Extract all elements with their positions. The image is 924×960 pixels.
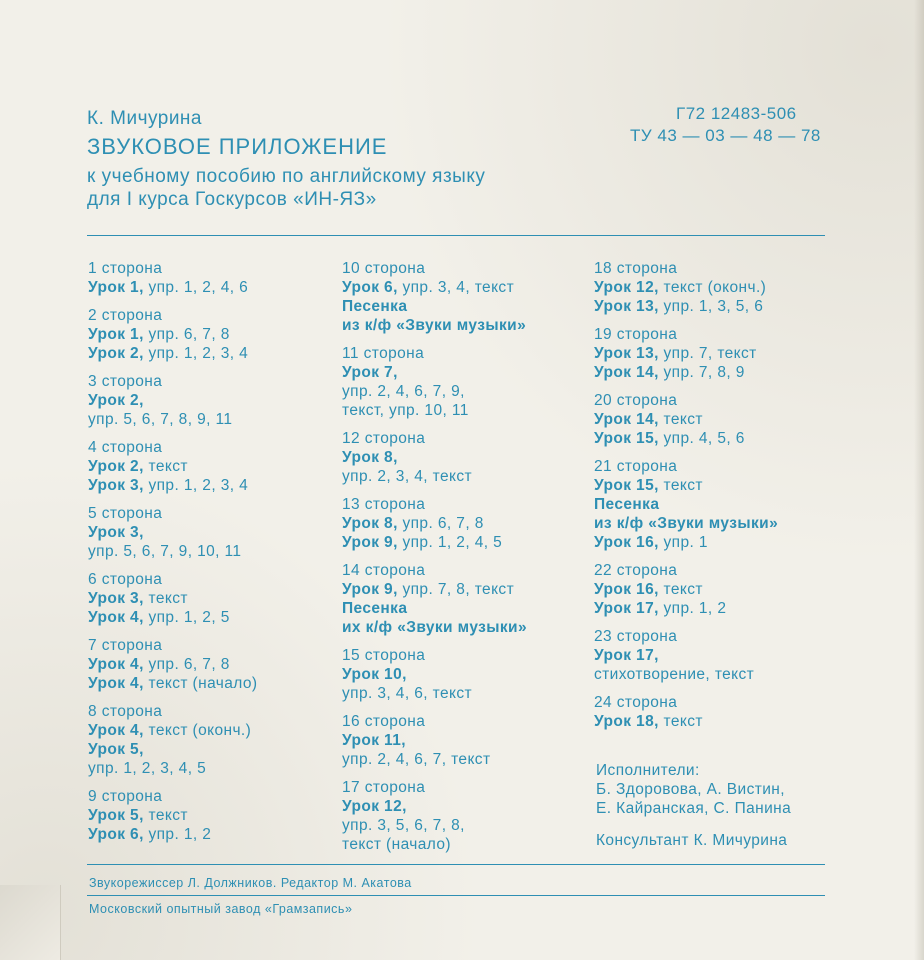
side-content-line: [342, 599, 612, 618]
author-name: К. Мичурина: [87, 108, 202, 129]
lesson-label: Урок 2,: [88, 458, 144, 475]
exercise-text: упр. 5, 6, 7, 8, 9, 11: [88, 411, 233, 428]
side-entry: [594, 627, 864, 684]
lesson-label: Урок 3,: [88, 477, 144, 494]
side-entry: [88, 787, 358, 844]
lesson-label: Урок 18,: [594, 713, 659, 730]
side-content-line: [594, 429, 864, 448]
side-entry: [88, 438, 358, 495]
side-entry: [594, 693, 864, 731]
exercise-text: упр. 1, 2, 4, 6: [143, 279, 249, 296]
sides-column-1: [88, 259, 358, 853]
side-title: 2 сторона: [88, 307, 163, 324]
side-title: 1 сторона: [88, 260, 163, 277]
lesson-label: Урок 6,: [88, 826, 144, 843]
side-content-line: [342, 816, 612, 835]
exercise-text: текст, упр. 10, 11: [342, 402, 469, 419]
side-entry: [342, 778, 612, 854]
exercise-text: упр. 1, 2: [143, 826, 212, 843]
side-content-line: [88, 523, 358, 542]
exercise-text: упр. 3, 5, 6, 7, 8,: [342, 817, 465, 834]
side-content-line: [342, 297, 612, 316]
lesson-label: Урок 8,: [342, 449, 398, 466]
side-entry: [594, 325, 864, 382]
side-content-line: [342, 278, 612, 297]
side-content-line: [594, 665, 864, 684]
side-entry: [342, 712, 612, 769]
side-content-line: [594, 599, 864, 618]
exercise-text: упр. 3, 4, текст: [397, 279, 515, 296]
side-title: 23 сторона: [594, 628, 678, 645]
side-content-line: [594, 533, 864, 552]
side-content-line: [88, 740, 358, 759]
side-content-line: [594, 278, 864, 297]
exercise-text: стихотворение, текст: [594, 666, 755, 683]
side-title: 13 сторона: [342, 496, 426, 513]
lesson-label: Урок 10,: [342, 666, 407, 683]
lesson-label: Урок 15,: [594, 477, 659, 494]
exercise-text: упр. 5, 6, 7, 9, 10, 11: [88, 543, 242, 560]
side-entry: [342, 646, 612, 703]
side-title: 22 сторона: [594, 562, 678, 579]
side-entry: [342, 344, 612, 420]
side-content-line: [594, 646, 864, 665]
side-entry: [88, 636, 358, 693]
lesson-label: Урок 5,: [88, 807, 144, 824]
exercise-text: текст (начало): [143, 675, 258, 692]
exercise-text: текст: [658, 713, 703, 730]
side-entry: [594, 457, 864, 552]
side-content-line: [594, 363, 864, 382]
performers-block: [596, 761, 791, 818]
exercise-text: упр. 6, 7, 8: [143, 326, 230, 343]
side-content-line: [342, 382, 612, 401]
side-content-line: [88, 608, 358, 627]
lesson-label: Урок 14,: [594, 411, 659, 428]
exercise-text: упр. 1, 2, 3, 4, 5: [88, 760, 207, 777]
lesson-label: Урок 16,: [594, 581, 659, 598]
performers-label: Исполнители:: [596, 762, 700, 779]
side-entry: [594, 391, 864, 448]
side-content-line: [88, 806, 358, 825]
paper-edge-shadow: [914, 0, 924, 960]
side-content-line: [594, 580, 864, 599]
lesson-label: Урок 4,: [88, 675, 144, 692]
side-entry: [88, 702, 358, 778]
exercise-text: упр. 1, 2: [658, 600, 727, 617]
side-content-line: [88, 344, 358, 363]
side-content-line: [342, 580, 612, 599]
lesson-label: Песенка: [342, 600, 408, 617]
side-title: 16 сторона: [342, 713, 426, 730]
exercise-text: упр. 1: [658, 534, 708, 551]
lesson-label: Урок 3,: [88, 524, 144, 541]
lesson-label: Урок 17,: [594, 647, 659, 664]
side-title: 18 сторона: [594, 260, 678, 277]
side-title: 5 сторона: [88, 505, 163, 522]
side-content-line: [594, 514, 864, 533]
side-content-line: [594, 495, 864, 514]
lesson-label: их к/ф «Звуки музыки»: [342, 619, 527, 636]
tech-spec-code: ТУ 43 — 03 — 48 — 78: [630, 126, 821, 145]
side-content-line: [88, 391, 358, 410]
side-entry: [88, 306, 358, 363]
catalog-code: Г72 12483-506: [676, 104, 797, 123]
side-content-line: [594, 410, 864, 429]
exercise-text: упр. 4, 5, 6: [658, 430, 745, 447]
side-title: 4 сторона: [88, 439, 163, 456]
exercise-text: текст: [658, 477, 703, 494]
side-entry: [342, 495, 612, 552]
performers-line-1: Б. Здоровова, А. Вистин,: [596, 781, 785, 798]
side-title: 19 сторона: [594, 326, 678, 343]
side-title: 24 сторона: [594, 694, 678, 711]
side-title: 7 сторона: [88, 637, 163, 654]
side-title: 8 сторона: [88, 703, 163, 720]
exercise-text: текст: [658, 581, 703, 598]
production-credits: Звукорежиссер Л. Должников. Редактор М. Акатова: [89, 876, 412, 890]
sides-column-3: [594, 259, 864, 740]
side-content-line: [88, 655, 358, 674]
side-title: 17 сторона: [342, 779, 426, 796]
exercise-text: упр. 3, 4, 6, текст: [342, 685, 473, 702]
exercise-text: текст: [143, 807, 188, 824]
exercise-text: упр. 1, 3, 5, 6: [658, 298, 764, 315]
side-content-line: [594, 476, 864, 495]
side-content-line: [88, 457, 358, 476]
side-content-line: [342, 684, 612, 703]
exercise-text: упр. 1, 2, 3, 4: [143, 477, 249, 494]
exercise-text: упр. 7, 8, 9: [658, 364, 745, 381]
footer-divider-2: [87, 895, 825, 896]
lesson-label: Урок 14,: [594, 364, 659, 381]
lesson-label: Урок 11,: [342, 732, 406, 749]
exercise-text: текст: [143, 458, 188, 475]
side-title: 9 сторона: [88, 788, 163, 805]
side-content-line: [594, 712, 864, 731]
manufacturer: Московский опытный завод «Грамзапись»: [89, 902, 353, 916]
side-content-line: [342, 363, 612, 382]
lesson-label: Урок 2,: [88, 392, 144, 409]
side-content-line: [88, 325, 358, 344]
side-content-line: [594, 344, 864, 363]
side-content-line: [342, 618, 612, 637]
lesson-label: Урок 9,: [342, 581, 398, 598]
side-content-line: [342, 533, 612, 552]
side-entry: [594, 561, 864, 618]
side-content-line: [342, 797, 612, 816]
side-entry: [342, 561, 612, 637]
side-content-line: [88, 476, 358, 495]
lesson-label: Урок 13,: [594, 345, 659, 362]
lesson-label: Урок 12,: [342, 798, 407, 815]
side-entry: [342, 259, 612, 335]
lesson-label: Урок 12,: [594, 279, 659, 296]
side-entry: [594, 259, 864, 316]
side-title: 15 сторона: [342, 647, 426, 664]
side-content-line: [342, 750, 612, 769]
side-title: 6 сторона: [88, 571, 163, 588]
side-title: 10 сторона: [342, 260, 426, 277]
exercise-text: упр. 2, 3, 4, текст: [342, 468, 473, 485]
subtitle-line-1: к учебному пособию по английскому языку: [87, 166, 486, 187]
side-content-line: [88, 410, 358, 429]
lesson-label: Урок 9,: [342, 534, 398, 551]
lesson-label: Урок 4,: [88, 722, 144, 739]
subtitle-line-2: для I курса Госкурсов «ИН-ЯЗ»: [87, 189, 377, 210]
exercise-text: текст (начало): [342, 836, 451, 853]
document-title: ЗВУКОВОЕ ПРИЛОЖЕНИЕ: [87, 134, 388, 159]
lesson-label: Песенка: [594, 496, 660, 513]
lesson-label: Урок 2,: [88, 345, 144, 362]
exercise-text: текст (оконч.): [143, 722, 252, 739]
performers-line-2: Е. Кайранская, С. Панина: [596, 800, 792, 817]
side-content-line: [88, 589, 358, 608]
exercise-text: упр. 1, 2, 3, 4: [143, 345, 249, 362]
side-title: 12 сторона: [342, 430, 426, 447]
side-content-line: [88, 542, 358, 561]
side-title: 11 сторона: [342, 345, 425, 362]
side-title: 20 сторона: [594, 392, 678, 409]
lesson-label: Урок 4,: [88, 609, 144, 626]
lesson-label: Урок 5,: [88, 741, 144, 758]
exercise-text: текст (оконч.): [658, 279, 767, 296]
lesson-label: из к/ф «Звуки музыки»: [342, 317, 527, 334]
lesson-label: Урок 4,: [88, 656, 144, 673]
side-content-line: [88, 674, 358, 693]
exercise-text: упр. 1, 2, 4, 5: [397, 534, 503, 551]
exercise-text: упр. 2, 4, 6, 7, текст: [342, 751, 491, 768]
lesson-label: Урок 17,: [594, 600, 659, 617]
top-divider: [87, 235, 825, 236]
exercise-text: упр. 1, 2, 5: [143, 609, 230, 626]
side-entry: [88, 372, 358, 429]
lesson-label: Урок 6,: [342, 279, 398, 296]
lesson-label: из к/ф «Звуки музыки»: [594, 515, 779, 532]
side-content-line: [342, 316, 612, 335]
lesson-label: Урок 13,: [594, 298, 659, 315]
side-content-line: [342, 448, 612, 467]
side-content-line: [342, 835, 612, 854]
exercise-text: упр. 6, 7, 8: [397, 515, 484, 532]
side-content-line: [342, 665, 612, 684]
exercise-text: текст: [658, 411, 703, 428]
side-content-line: [88, 278, 358, 297]
side-content-line: [342, 731, 612, 750]
side-title: 14 сторона: [342, 562, 426, 579]
lesson-label: Урок 1,: [88, 326, 144, 343]
side-content-line: [88, 825, 358, 844]
side-entry: [342, 429, 612, 486]
folded-corner: [0, 885, 61, 960]
side-content-line: [342, 514, 612, 533]
side-entry: [88, 259, 358, 297]
lesson-label: Урок 8,: [342, 515, 398, 532]
exercise-text: текст: [143, 590, 188, 607]
side-content-line: [594, 297, 864, 316]
footer-divider-1: [87, 864, 825, 865]
side-content-line: [342, 401, 612, 420]
exercise-text: упр. 7, 8, текст: [397, 581, 515, 598]
side-entry: [88, 504, 358, 561]
side-entry: [88, 570, 358, 627]
side-content-line: [342, 467, 612, 486]
sides-column-2: [342, 259, 612, 863]
lesson-label: Урок 3,: [88, 590, 144, 607]
lesson-label: Урок 16,: [594, 534, 659, 551]
lesson-label: Урок 1,: [88, 279, 144, 296]
side-title: 3 сторона: [88, 373, 163, 390]
exercise-text: упр. 2, 4, 6, 7, 9,: [342, 383, 465, 400]
exercise-text: упр. 6, 7, 8: [143, 656, 230, 673]
lesson-label: Песенка: [342, 298, 408, 315]
consultant-credit: Консультант К. Мичурина: [596, 832, 788, 849]
exercise-text: упр. 7, текст: [658, 345, 757, 362]
lesson-label: Урок 7,: [342, 364, 398, 381]
lesson-label: Урок 15,: [594, 430, 659, 447]
side-title: 21 сторона: [594, 458, 678, 475]
side-content-line: [88, 759, 358, 778]
side-content-line: [88, 721, 358, 740]
